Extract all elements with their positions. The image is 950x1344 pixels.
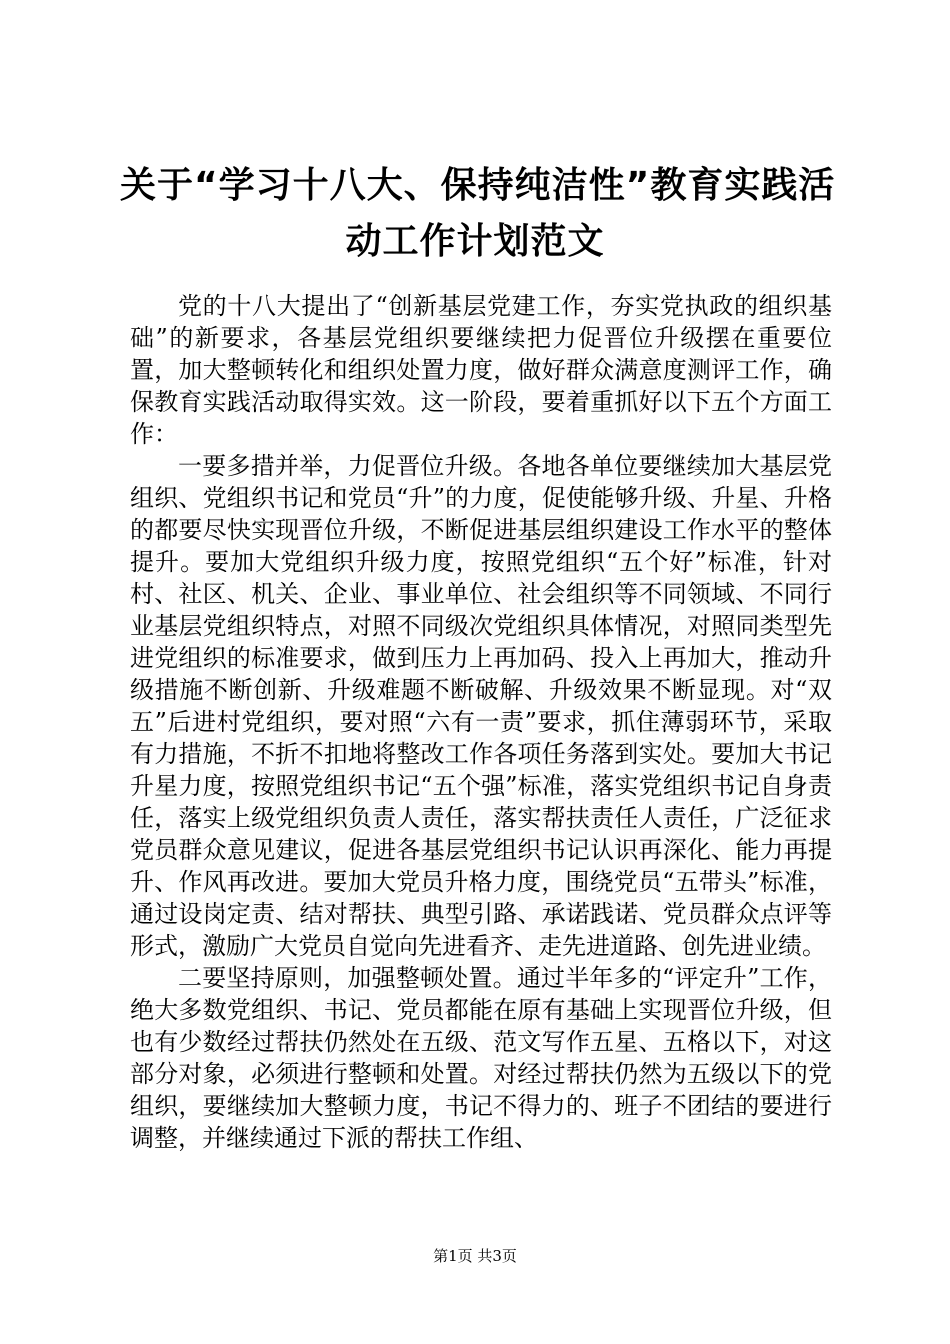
title-line-1: 关于“学习十八大、保持纯洁性”教育实践活 (120, 165, 836, 206)
paragraph-intro: 党的十八大提出了“创新基层党建工作，夯实党执政的组织基础”的新要求，各基层党组织要继续把力促晋位升级摆在重要位置，加大整顿转化和组织处置力度，做好群众满意度测评工作，确保教育实践活动取得实效。这一阶段，要着重抓好以下五个方面工作： (130, 292, 832, 448)
page-number-footer: 第1页 共3页 (433, 1247, 517, 1265)
title-line-2: 动工作计划范文 (345, 221, 605, 262)
paragraph-point-one: 一要多措并举，力促晋位升级。各地各单位要继续加大基层党组织、党组织书记和党员“升”的力度，促使能够升级、升星、升格的都要尽快实现晋位升级，不断促进基层组织建设工作水平的整体提升。要加大党组织升级力度，按照党组织“五个好”标准，针对村、社区、机关、企业、事业单位、社会组织等不同领域、不同行业基层党组织特点，对照不同级次党组织具体情况，对照同类型先进党组织的标准要求，做到压力上再加码、投入上再加大，推动升级措施不断创新、升级难题不断破解、升级效果不断显现。对“双五”后进村党组织，要对照“六有一责”要求，抓住薄弱环节，采取有力措施，不折不扣地将整改工作各项任务落到实处。要加大书记升星力度，按照党组织书记“五个强”标准，落实党组织书记自身责任，落实上级党组织负责人责任，落实帮扶责任人责任，广泛征求党员群众意见建议，促进各基层党组织书记认识再深化、能力再提升、作风再改进。要加大党员升格力度，围绕党员“五带头”标准，通过设岗定责、结对帮扶、典型引路、承诺践诺、党员群众点评等形式，激励广大党员自觉向先进看齐、走先进道路、创先进业绩。 (130, 452, 832, 960)
document-body (130, 290, 832, 1154)
paragraph-point-two: 二要坚持原则，加强整顿处置。通过半年多的“评定升”工作，绝大多数党组织、书记、党员都能在原有基础上实现晋位升级，但也有少数经过帮扶仍然处在五级、范文写作五星、五格以下，对这部分对象，必须进行整顿和处置。对经过帮扶仍然为五级以下的党组织，要继续加大整顿力度，书记不得力的、班子不团结的要进行调整，并继续通过下派的帮扶工作组、 (130, 964, 832, 1152)
document-title (120, 158, 836, 270)
